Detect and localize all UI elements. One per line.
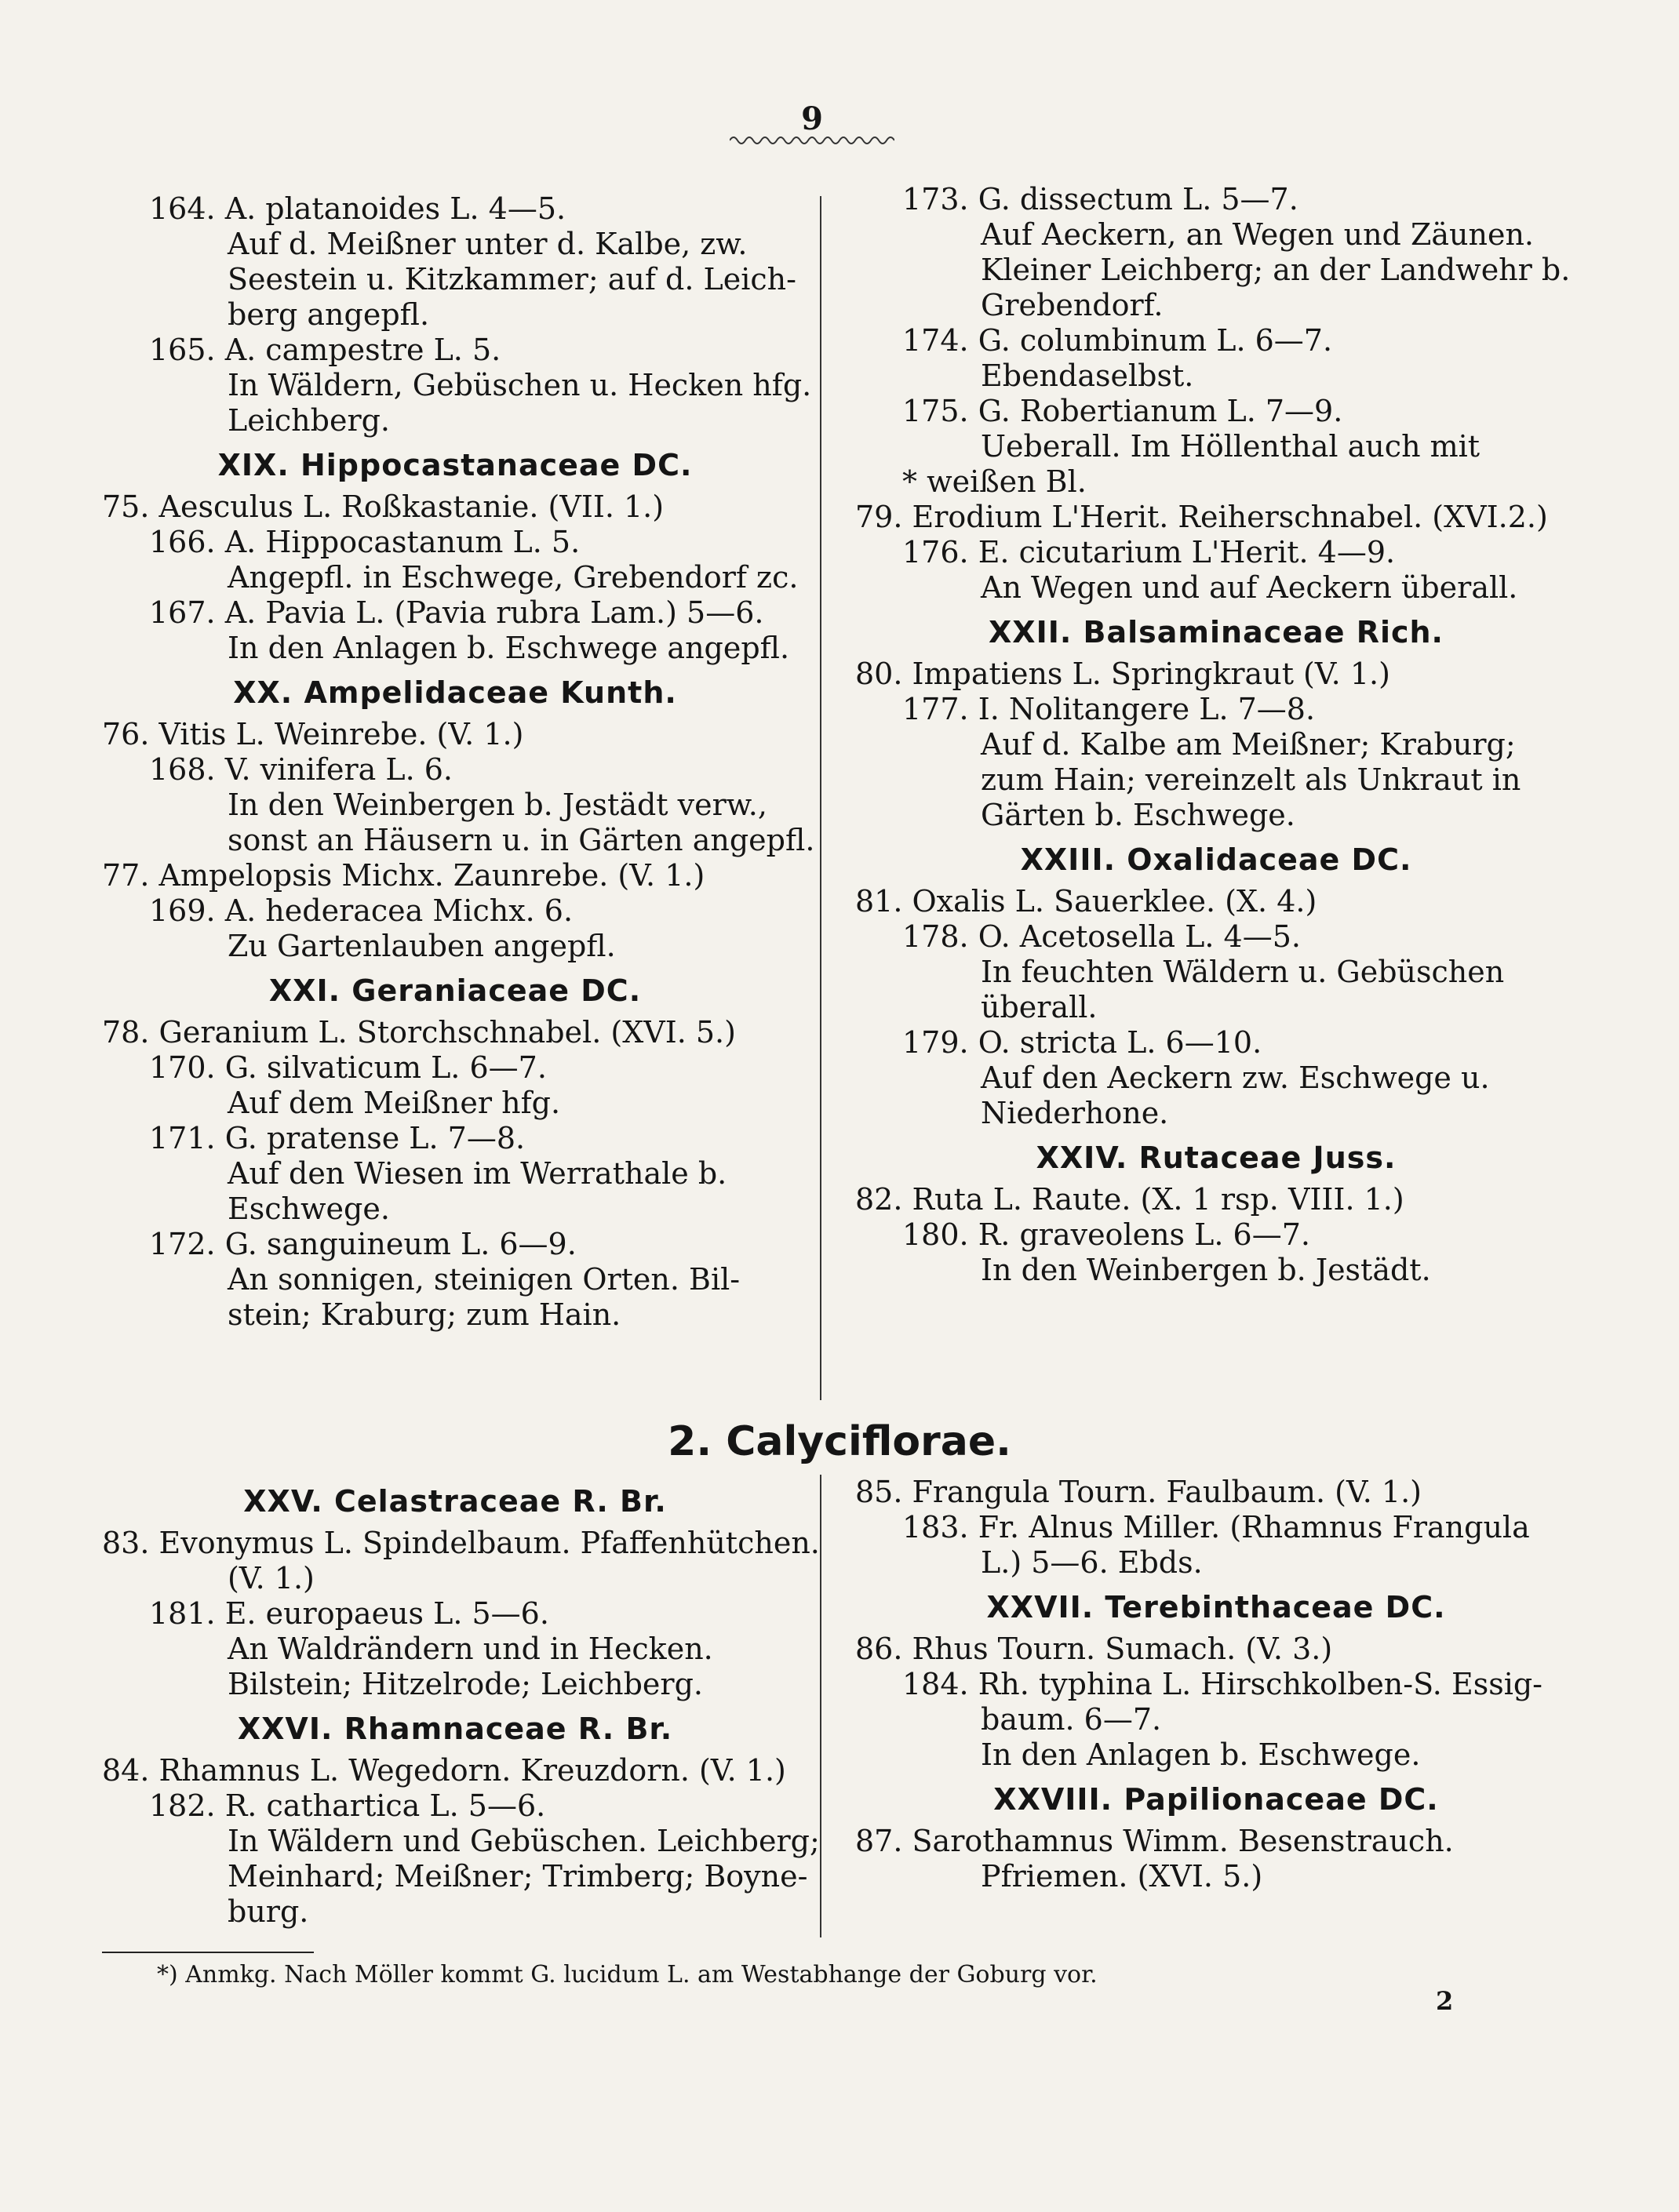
text-line: 175. G. Robertianum L. 7—9. <box>902 394 1343 428</box>
text-line: 170. G. silvaticum L. 6—7. <box>149 1050 547 1085</box>
family-heading: XX. Ampelidaceae Kunth. <box>233 675 677 710</box>
text-line: baum. 6—7. <box>981 1702 1162 1737</box>
page-number: 9 <box>801 100 823 137</box>
family-heading: XXV. Celastraceae R. Br. <box>243 1484 667 1519</box>
text-line: (V. 1.) <box>228 1561 315 1595</box>
family-heading: XXVII. Terebinthaceae DC. <box>986 1590 1446 1624</box>
family-heading: XIX. Hippocastanaceae DC. <box>217 448 693 482</box>
text-line: 87. Sarothamnus Wimm. Besenstrauch. <box>855 1824 1454 1858</box>
text-line: Auf den Aeckern zw. Eschwege u. <box>981 1061 1490 1095</box>
text-line: In den Weinbergen b. Jestädt verw., <box>228 788 767 822</box>
text-line: 172. G. sanguineum L. 6—9. <box>149 1227 577 1261</box>
text-line: Auf dem Meißner hfg. <box>228 1086 561 1120</box>
text-line: In den Anlagen b. Eschwege. <box>981 1737 1421 1772</box>
text-line: zum Hain; vereinzelt als Unkraut in <box>981 762 1521 797</box>
text-line: An Wegen und auf Aeckern überall. <box>981 570 1518 605</box>
text-line: 178. O. Acetosella L. 4—5. <box>902 919 1301 954</box>
text-line: 165. A. campestre L. 5. <box>149 333 501 367</box>
text-line: stein; Kraburg; zum Hain. <box>228 1297 621 1332</box>
left-column-lower <box>102 1475 820 1930</box>
text-line: An sonnigen, steinigen Orten. Bil- <box>228 1262 741 1297</box>
text-line: 76. Vitis L. Weinrebe. (V. 1.) <box>102 717 524 751</box>
text-line: burg. <box>228 1894 309 1929</box>
text-line: sonst an Häusern u. in Gärten angepfl. <box>228 823 815 857</box>
text-line: Bilstein; Hitzelrode; Leichberg. <box>228 1667 703 1701</box>
text-line: Angepfl. in Eschwege, Grebendorf zc. <box>228 560 799 595</box>
text-line: Ueberall. Im Höllenthal auch mit <box>981 429 1481 464</box>
text-line: Auf den Wiesen im Werrathale b. <box>228 1156 727 1191</box>
text-line: 177. I. Nolitangere L. 7—8. <box>902 692 1316 726</box>
text-line: 174. G. columbinum L. 6—7. <box>902 323 1333 358</box>
text-line: 78. Geranium L. Storchschnabel. (XVI. 5.) <box>102 1015 736 1050</box>
text-line: 77. Ampelopsis Michx. Zaunrebe. (V. 1.) <box>102 858 705 893</box>
text-line: Kleiner Leichberg; an der Landwehr b. <box>981 253 1571 287</box>
text-line: 166. A. Hippocastanum L. 5. <box>149 525 581 559</box>
text-line: 169. A. hederacea Michx. 6. <box>149 893 574 928</box>
family-heading: XXI. Geraniaceae DC. <box>268 973 642 1008</box>
text-line: Eschwege. <box>228 1191 390 1226</box>
text-line: 164. A. platanoides L. 4—5. <box>149 191 566 226</box>
text-line: 180. R. graveolens L. 6—7. <box>902 1217 1310 1252</box>
text-line: 85. Frangula Tourn. Faulbaum. (V. 1.) <box>855 1475 1422 1509</box>
right-column-lower <box>855 1475 1577 1894</box>
left-column <box>102 191 815 1333</box>
text-line: Auf Aeckern, an Wegen und Zäunen. <box>981 217 1535 252</box>
text-line: Ebendaselbst. <box>981 358 1194 393</box>
text-line: In Wäldern und Gebüschen. Leichberg; <box>228 1824 820 1858</box>
text-line: Leichberg. <box>228 403 391 438</box>
footnote: *) Anmkg. Nach Möller kommt G. lucidum L. am Westabhange der Goburg vor. <box>157 1961 1098 1988</box>
section-heading: 2. Calyciflorae. <box>668 1418 1011 1465</box>
text-line: Gärten b. Eschwege. <box>981 798 1295 832</box>
family-heading: XXIII. Oxalidaceae DC. <box>1020 842 1412 877</box>
text-line: In den Weinbergen b. Jestädt. <box>981 1253 1431 1287</box>
text-line: 173. G. dissectum L. 5—7. <box>902 182 1298 216</box>
text-line: 183. Fr. Alnus Miller. (Rhamnus Frangula <box>902 1510 1530 1544</box>
text-line: Niederhone. <box>981 1096 1169 1130</box>
text-line: Pfriemen. (XVI. 5.) <box>981 1859 1263 1894</box>
text-line: In feuchten Wäldern u. Gebüschen <box>981 955 1505 989</box>
text-line: 80. Impatiens L. Springkraut (V. 1.) <box>855 657 1390 691</box>
text-line: An Waldrändern und in Hecken. <box>228 1632 713 1666</box>
text-line: Grebendorf. <box>981 288 1164 322</box>
text-line: 83. Evonymus L. Spindelbaum. Pfaffenhütchen. <box>102 1526 820 1560</box>
right-column <box>855 182 1577 1288</box>
footnote-rule <box>102 1952 314 1953</box>
text-line: 75. Aesculus L. Roßkastanie. (VII. 1.) <box>102 489 665 524</box>
column-divider-top <box>820 196 821 1400</box>
sheet-number: 2 <box>1436 1986 1454 2016</box>
family-heading: XXVIII. Papilionaceae DC. <box>993 1782 1439 1817</box>
text-line: * weißen Bl. <box>902 464 1087 499</box>
text-line: überall. <box>981 990 1098 1024</box>
text-line: Auf d. Kalbe am Meißner; Kraburg; <box>981 727 1516 762</box>
text-line: In den Anlagen b. Eschwege angepfl. <box>228 631 790 665</box>
text-line: Zu Gartenlauben angepfl. <box>228 929 616 963</box>
text-line: 167. A. Pavia L. (Pavia rubra Lam.) 5—6. <box>149 595 764 630</box>
family-heading: XXVI. Rhamnaceae R. Br. <box>237 1712 673 1746</box>
column-divider-bottom <box>820 1475 821 1937</box>
text-line: 171. G. pratense L. 7—8. <box>149 1121 526 1155</box>
text-line: L.) 5—6. Ebds. <box>981 1545 1203 1580</box>
text-line: 84. Rhamnus L. Wegedorn. Kreuzdorn. (V. 1.) <box>102 1753 786 1788</box>
text-line: In Wäldern, Gebüschen u. Hecken hfg. <box>228 368 812 402</box>
text-line: 182. R. cathartica L. 5—6. <box>149 1788 546 1823</box>
ornament-rule <box>730 133 894 147</box>
text-line: 81. Oxalis L. Sauerklee. (X. 4.) <box>855 884 1317 919</box>
text-line: 176. E. cicutarium L'Herit. 4—9. <box>902 535 1396 569</box>
text-line: berg angepfl. <box>228 297 430 332</box>
text-line: 168. V. vinifera L. 6. <box>149 752 453 787</box>
text-line: 79. Erodium L'Herit. Reiherschnabel. (XVI.2.) <box>855 500 1548 534</box>
text-line: 184. Rh. typhina L. Hirschkolben-S. Essig- <box>902 1667 1543 1701</box>
family-heading: XXII. Balsaminaceae Rich. <box>989 615 1444 649</box>
text-line: 181. E. europaeus L. 5—6. <box>149 1596 549 1631</box>
text-line: Auf d. Meißner unter d. Kalbe, zw. <box>228 227 748 261</box>
text-line: 86. Rhus Tourn. Sumach. (V. 3.) <box>855 1632 1333 1666</box>
text-line: 179. O. stricta L. 6—10. <box>902 1025 1262 1060</box>
text-line: Meinhard; Meißner; Trimberg; Boyne- <box>228 1859 808 1894</box>
text-line: Seestein u. Kitzkammer; auf d. Leich- <box>228 262 796 297</box>
family-heading: XXIV. Rutaceae Juss. <box>1036 1141 1397 1175</box>
text-line: 82. Ruta L. Raute. (X. 1 rsp. VIII. 1.) <box>855 1182 1404 1217</box>
